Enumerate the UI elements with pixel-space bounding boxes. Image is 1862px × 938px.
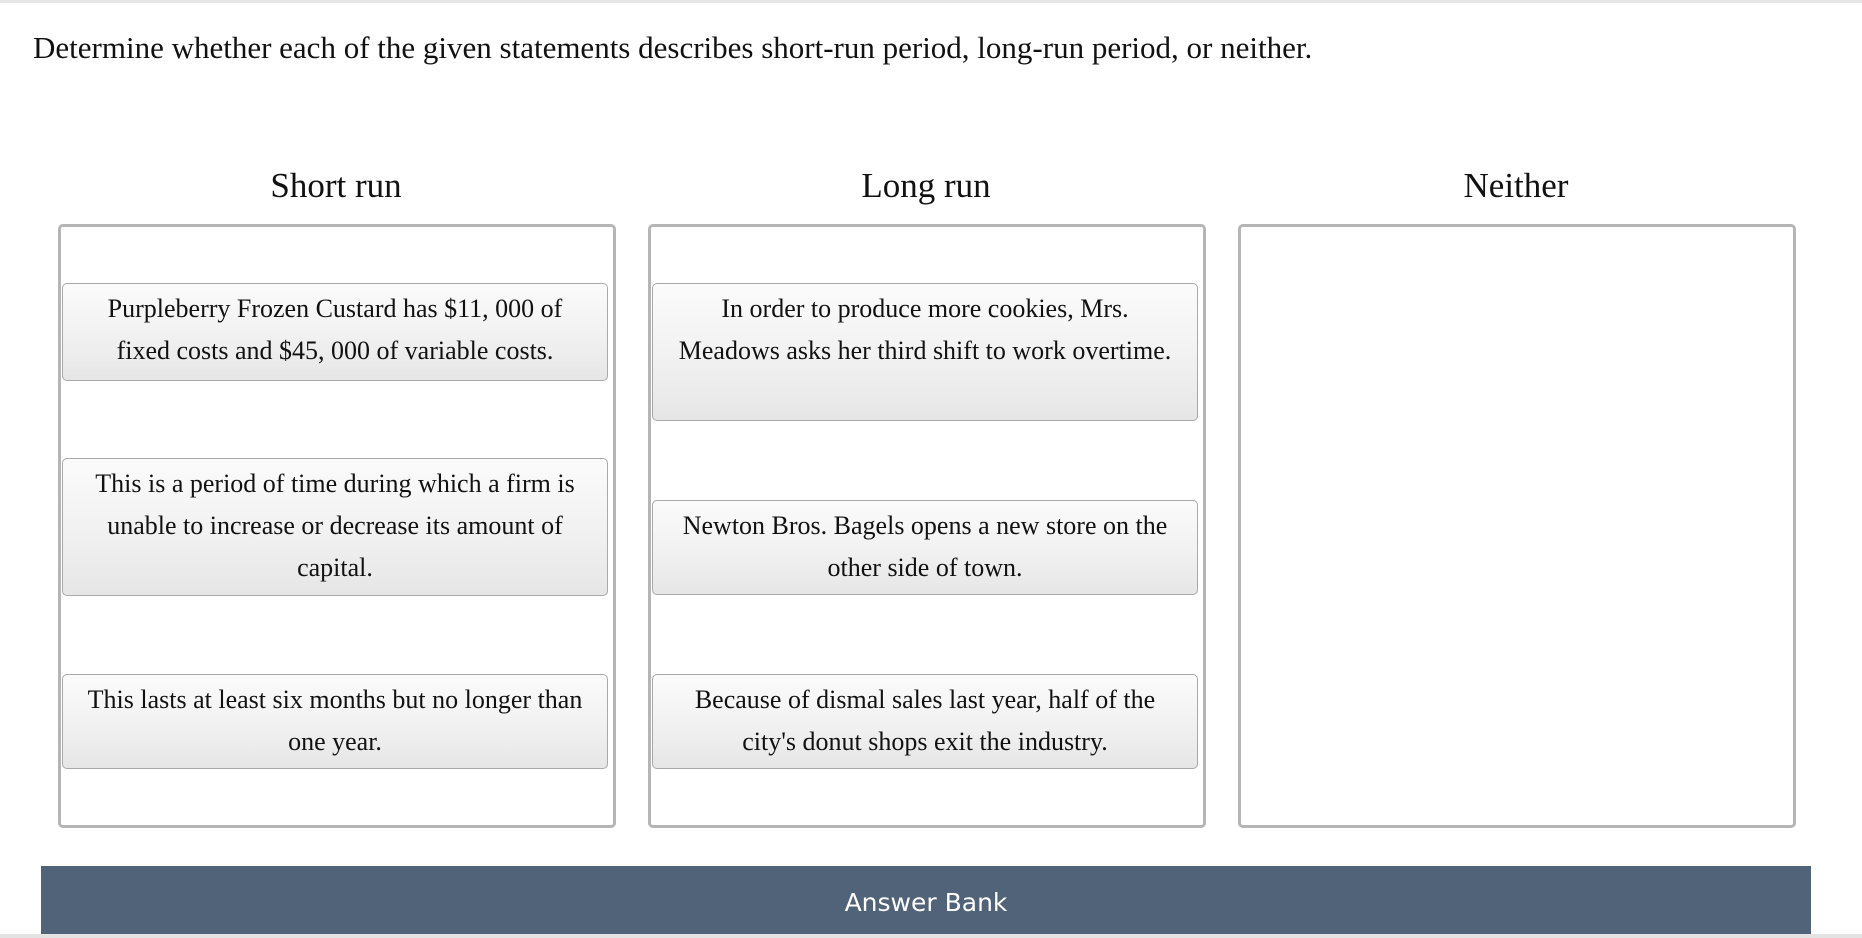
answer-bank-header[interactable]: Answer Bank <box>41 866 1811 934</box>
bottom-divider <box>0 934 1862 938</box>
drop-zone-neither[interactable] <box>1238 224 1796 828</box>
column-title-long-run: Long run <box>861 166 991 205</box>
answer-card[interactable]: In order to produce more cookies, Mrs. Meadows asks her third shift to work overtime. <box>652 283 1198 421</box>
top-divider <box>0 0 1862 3</box>
answer-card[interactable]: This lasts at least six months but no longer than one year. <box>62 674 608 769</box>
drop-zone-long-run[interactable] <box>648 224 1206 828</box>
drop-zone-short-run[interactable] <box>58 224 616 828</box>
column-title-neither: Neither <box>1463 166 1569 205</box>
answer-card[interactable]: Newton Bros. Bagels opens a new store on the other side of town. <box>652 500 1198 595</box>
question-prompt: Determine whether each of the given statements describes short-run period, long-run period, or neither. <box>33 30 1313 65</box>
answer-card[interactable]: Because of dismal sales last year, half of the city's donut shops exit the industry. <box>652 674 1198 769</box>
answer-card[interactable]: Purpleberry Frozen Custard has $11, 000 of fixed costs and $45, 000 of variable costs. <box>62 283 608 381</box>
answer-card[interactable]: This is a period of time during which a firm is unable to increase or decrease its amount of capital. <box>62 458 608 596</box>
column-title-short-run: Short run <box>270 166 402 205</box>
